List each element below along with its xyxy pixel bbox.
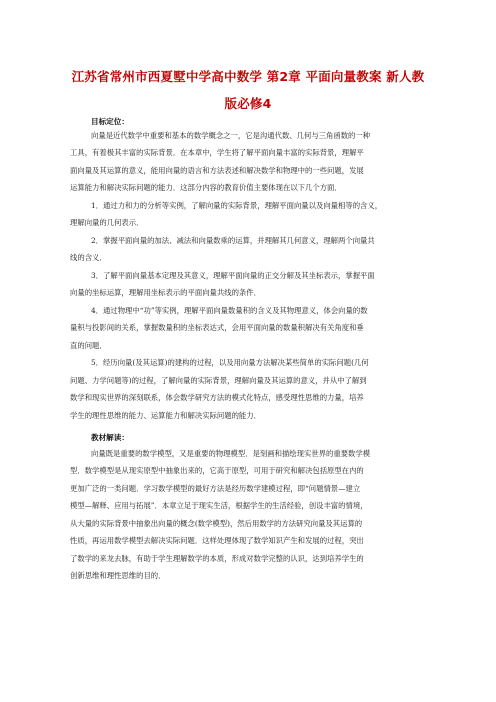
paragraph-line: 问题、力学问题等)的过程，了解向量的实际背景，理解向量及其运算的意义，并从中了解到 — [70, 376, 367, 385]
paragraph-line: 运算能力和解决实际问题的能力．这部分内容的教育价值主要体现在以下几个方面． — [70, 183, 342, 192]
document-title-line-2: 版必修4 — [224, 96, 272, 111]
section-heading-objectives: 目标定位： — [91, 117, 129, 126]
paragraph-line: 1．通过力和力的分析等实例，了解向量的实际背景，理解平面向量以及向量相等的含义， — [91, 201, 383, 210]
paragraph-line: 型．数学模型是从现实原型中抽象出来的，它高于原型，可用于研究和解决包括原型在内的 — [70, 466, 364, 475]
paragraph-line: 直的问题． — [70, 341, 107, 350]
paragraph-line: 5．经历向量(及其运算)的建构的过程，以及用向量方法解决某些简单的实际问题(几何 — [91, 358, 369, 367]
paragraph-line: 2．掌握平面向量的加法、减法和向量数乘的运算，并理解其几何意义，理解两个向量共 — [91, 236, 375, 245]
paragraph-line: 线的含义． — [70, 253, 107, 262]
paragraph-line: 更加广泛的一类问题．学习数学模型的最好方法是经历数学建模过程，即“问题情景—建立 — [70, 484, 361, 493]
paragraph-line: 从大量的实际背景中抽象出向量的概念(数学模型)，然后用数学的方法研究向量及其运算的 — [70, 519, 363, 528]
paragraph-line: 量积与投影间的关系，掌握数量积的坐标表达式，会用平面向量的数量积解决有关角度和垂 — [70, 323, 364, 332]
paragraph-line: 4．通过物理中“功”等实例，理解平面向量数量积的含义及其物理意义，体会向量的数 — [91, 306, 368, 315]
document-title-line-1: 江苏省常州市西夏墅中学高中数学 第2章 平面向量教案 新人教 — [71, 69, 425, 84]
paragraph-line: 数学和现实世界的深刻联系，体会数学研究方法的模式化特点，感受理性思维的力量，培养 — [70, 393, 364, 402]
paragraph-line: 模型—解释、应用与拓展”．本章立足于现实生活，根据学生的生活经验，创设丰富的情境， — [70, 501, 368, 510]
paragraph-line: 创新思维和理性思维的目的． — [70, 571, 166, 580]
section-heading-textbook: 教材解读： — [91, 433, 129, 442]
paragraph-line: 向量是近代数学中重要和基本的数学概念之一，它是沟通代数、几何与三角函数的一种 — [91, 131, 371, 140]
paragraph-line: 性质，再运用数学模型去解决实际问题．这样处理体现了数学知识产生和发展的过程，突出 — [70, 536, 364, 545]
paragraph-line: 理解向量的几何表示． — [70, 218, 144, 227]
paragraph-line: 面向量及其运算的意义，能用向量的语言和方法表述和解决数学和物理中的一些问题，发展 — [70, 166, 364, 175]
paragraph-line: 向量的坐标运算，理解用坐标表示的平面向量共线的条件． — [70, 288, 261, 297]
paragraph-line: 向量既是重要的数学模型，又是重要的物理模型．是刻画和描绘现实世界的重要数学模 — [91, 449, 371, 458]
paragraph-line: 了数学的来龙去脉，有助于学生理解数学的本质，形成对数学完整的认识，达到培养学生的 — [70, 554, 364, 563]
paragraph-line: 3．了解平面向量基本定理及其意义，理解平面向量的正交分解及其坐标表示，掌握平面 — [91, 271, 375, 280]
paragraph-line: 工具，有着极其丰富的实际背景．在本章中，学生将了解平面向量丰富的实际背景，理解平 — [70, 148, 364, 157]
paragraph-line: 学生的理性思维的能力、运算能力和解决实际问题的能力． — [70, 411, 261, 420]
